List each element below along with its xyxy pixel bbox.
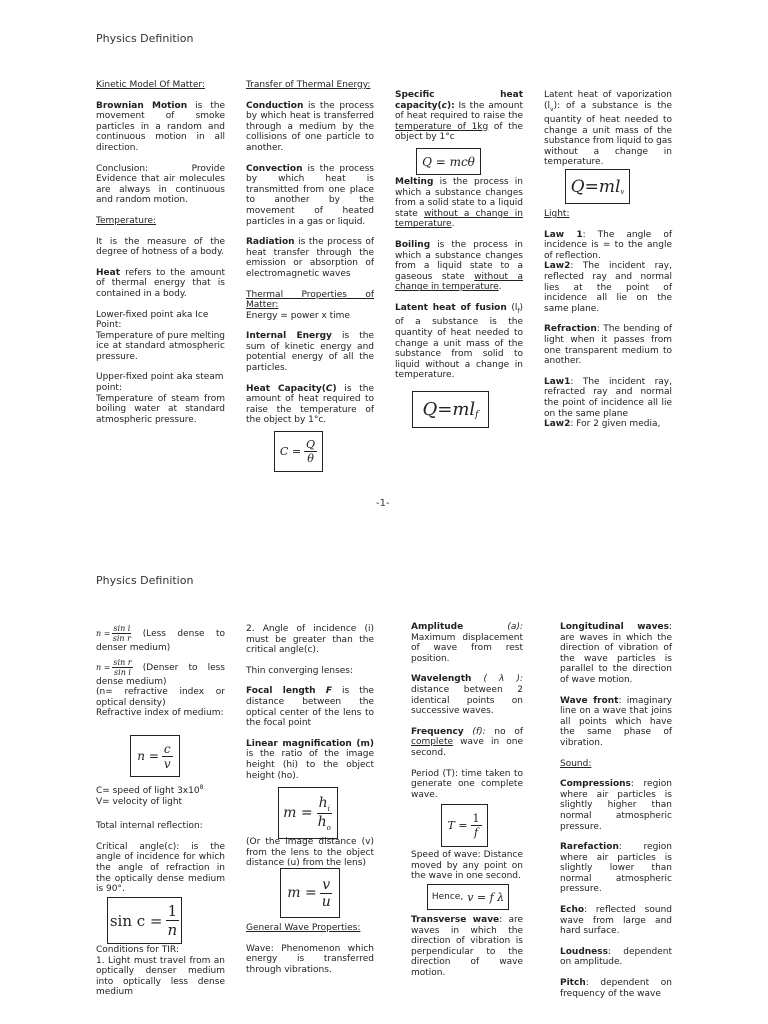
- refractive-index-formula: [130, 735, 180, 777]
- page1-column-1: [96, 80, 225, 435]
- symbol: (l: [506, 302, 518, 313]
- term: Boiling: [395, 239, 431, 250]
- definition: is the ratio of the image height (hi) to the object height (ho).: [246, 749, 374, 781]
- definition-underlined: without a change in temperature: [395, 271, 524, 293]
- formula-denominator: sin r: [112, 634, 131, 643]
- formula: v = f λ: [467, 890, 505, 904]
- term: Loudness: [560, 946, 608, 957]
- section-title: General Wave Properties:: [246, 923, 361, 933]
- term: Rarefaction: [560, 842, 619, 853]
- period-formula: [441, 804, 488, 847]
- definition: is the process by which heat is transmitted from one place to another by the movement of heated particles in a gas or liquid.: [246, 163, 374, 227]
- specific-heat-formula: [416, 148, 481, 175]
- definition: is the process of heat transfer through the emission or absorption of electromagnetic waves: [246, 237, 374, 279]
- definition: : region where air particles is slightly higher than normal atmospheric pressure.: [560, 779, 672, 832]
- formula-denominator: sin i: [114, 667, 131, 677]
- section-title: Kinetic Model Of Matter:: [96, 80, 205, 90]
- formula-numerator: sin i: [113, 624, 131, 633]
- term: Echo: [560, 905, 585, 916]
- formula-denominator: θ: [307, 452, 314, 465]
- page1-column-3: [395, 90, 523, 143]
- page1-column-2: [246, 80, 374, 436]
- definition: : The incident ray, reflected ray and normal lies at the point of incidence all lie on the same plane.: [544, 261, 672, 314]
- definition: no of: [485, 726, 524, 737]
- section-title: Thin converging lenses:: [246, 665, 354, 676]
- definition: is the process in which a substance changes from a liquid state to a gaseous state: [395, 239, 523, 282]
- definition: : For 2 given media,: [570, 419, 661, 430]
- definition-underlined: temperature of 1kg: [395, 121, 489, 132]
- page2-column-3-bottom: [411, 915, 523, 989]
- definition: 1. Light must travel from an optically denser medium into optically less dense medium: [96, 955, 225, 998]
- definition-underlined: without a change in temperature: [395, 208, 523, 230]
- page-header: Physics Definition: [96, 574, 194, 587]
- formula-denominator: h: [317, 813, 327, 830]
- term: Transverse wave: [411, 915, 500, 925]
- symbol: ( λ ):: [471, 674, 523, 685]
- definition: wave in one second.: [411, 737, 523, 758]
- section-title: Total internal reflection:: [96, 821, 203, 832]
- term: Latent heat of fusion: [395, 302, 507, 313]
- term: Compressions: [560, 779, 631, 790]
- term: Law1: [544, 376, 571, 387]
- paragraph: Temperature of steam from boiling water at standard atmospheric pressure.: [96, 393, 225, 425]
- formula-numerator: Q: [306, 438, 316, 451]
- definition: C= speed of light 3x10: [96, 786, 200, 796]
- definition: (Less dense to denser medium): [96, 629, 225, 653]
- symbol: (a):: [463, 622, 523, 632]
- definition: 2. Angle of incidence (i) must be greater than the critical angle(c).: [246, 624, 374, 656]
- term: Amplitude: [411, 622, 464, 632]
- latent-vapor-formula: [565, 169, 630, 204]
- term: Longitudinal waves: [560, 622, 669, 632]
- symbol: C: [325, 383, 333, 394]
- superscript: 8: [199, 784, 204, 791]
- symbol: F: [315, 686, 332, 697]
- term: Frequency: [411, 726, 464, 737]
- formula-sub: o: [326, 823, 331, 832]
- page2-column-3: [411, 622, 523, 810]
- term: Focal length: [246, 686, 316, 697]
- page-number: -1-: [376, 498, 390, 509]
- definition: Is the amount of heat required to raise the: [395, 100, 523, 122]
- formula: Q = mcθ: [422, 154, 475, 169]
- term: Law 1: [544, 229, 583, 240]
- term: ):: [446, 100, 455, 111]
- term: Brownian Motion: [96, 100, 188, 111]
- formula-sub: i: [327, 804, 330, 813]
- formula-sub: f: [475, 409, 479, 420]
- latent-fusion-formula: [412, 391, 489, 428]
- definition: is the process in which a substance changes from a solid state to a liquid state: [395, 177, 523, 219]
- formula-numerator: sin r: [113, 657, 132, 667]
- heat-capacity-formula: [274, 431, 323, 472]
- definition: of the object by 1°c: [395, 121, 524, 143]
- page2-column-2-bottom: [246, 923, 374, 985]
- formula-numerator: v: [322, 876, 331, 893]
- term: Law2: [544, 419, 571, 430]
- definition: : are waves in which the direction of vibration is perpendicular to the direction of wave motion.: [411, 915, 523, 978]
- paragraph: Lower-fixed point aka Ice Point:: [96, 309, 209, 331]
- term: Convection: [246, 163, 303, 174]
- definition-underlined: complete: [411, 737, 454, 748]
- definition: : imaginary line on a wave that joins all points which have the same phase of vibration.: [560, 695, 673, 748]
- definition: Wave: Phenomenon which energy is transferred through vibrations.: [246, 943, 374, 975]
- page1-column-4-lower: [544, 209, 672, 440]
- definition: ): of a substance is the quantity of heat needed to change a unit mass of the substance from liquid to gas without a change in temperature.: [544, 100, 672, 168]
- formula-denominator: v: [163, 756, 171, 771]
- term: Internal Energy: [246, 331, 332, 342]
- section-title: Transfer of Thermal Energy:: [246, 80, 371, 90]
- term: Pitch: [560, 978, 586, 989]
- paragraph: Temperature of pure melting ice at standard atmospheric pressure.: [96, 330, 225, 362]
- definition: is the distance between the optical center of the lens to the focal point: [246, 686, 374, 729]
- definition: : reflected sound wave from large and hard surface.: [560, 905, 672, 937]
- symbol-sub: v: [550, 105, 554, 113]
- page1-column-3-lower: [395, 177, 523, 391]
- section-title: Refractive index of medium:: [96, 708, 224, 719]
- definition: is the sum of kinetic energy and potential energy of all the particles.: [246, 331, 374, 374]
- term: Conduction: [246, 100, 304, 111]
- definition: : region where air particles is slightly lower than normal atmospheric pressure.: [560, 842, 672, 895]
- definition: V= velocity of light: [96, 796, 183, 807]
- formula-lhs: m =: [283, 805, 313, 821]
- page2-column-1-lower: [96, 783, 225, 905]
- paragraph: Conclusion: Provide Evidence that air molecules are always in continuous and random motion.: [96, 163, 225, 206]
- formula-denominator: n: [167, 921, 178, 939]
- formula-text: Energy = power x time: [246, 310, 350, 321]
- definition: Maximum displacement of wave from rest position.: [411, 632, 523, 664]
- page2-column-4: [560, 622, 672, 1009]
- definition: distance between 2 identical points on successive waves.: [411, 684, 523, 717]
- magnification-formula-distances: [280, 868, 340, 918]
- definition: : The angle of incidence is = to the angle of reflection.: [544, 229, 672, 261]
- definition: .: [451, 219, 455, 230]
- term: Heat: [96, 267, 121, 278]
- definition: : The bending of light when it passes from one transparent medium to another.: [544, 324, 672, 367]
- formula-denominator: u: [321, 893, 331, 910]
- formula-numerator: 1: [167, 902, 178, 920]
- section-title: Temperature:: [96, 215, 157, 226]
- formula-label: Hence,: [431, 892, 464, 902]
- wave-speed-formula: [427, 884, 509, 910]
- term: ): [332, 383, 337, 394]
- section-title: Sound:: [560, 758, 592, 769]
- term: Wavelength: [411, 674, 472, 685]
- section-title: Conditions for TIR:: [96, 945, 179, 955]
- definition: (Denser to less dense medium): [96, 662, 225, 687]
- definition: Speed of wave: Distance moved by any point on the wave in one second.: [411, 850, 523, 882]
- page2-column-1: [96, 624, 225, 729]
- page2-column-1-bottom: [96, 945, 225, 1008]
- definition: Critical angle(c): is the angle of incidence for which the angle of refraction in the optically dense medium is 90°.: [96, 841, 225, 895]
- term: Law2: [544, 261, 571, 272]
- definition: Period (T): time taken to generate one complete wave.: [411, 768, 523, 800]
- term: Wave front: [560, 695, 619, 706]
- term: Heat Capacity(: [246, 383, 326, 394]
- symbol: n =: [96, 662, 111, 672]
- formula-lhs: T =: [447, 819, 468, 832]
- section-title: Light:: [544, 209, 570, 219]
- formula: Q=ml: [570, 176, 621, 197]
- definition: (Or the image distance (v) from the lens to the object distance (u) from the lens): [246, 837, 374, 869]
- term: Melting: [395, 177, 434, 187]
- term: Linear magnification (m): [246, 738, 374, 749]
- formula: Q=ml: [422, 399, 476, 420]
- paragraph: It is the measure of the degree of hotness of a body.: [96, 236, 225, 258]
- definition: of a substance is the quantity of heat needed to change a unit mass of the substance from solid to liquid without a change in temperature.: [395, 317, 523, 381]
- term: Refraction: [544, 324, 597, 335]
- symbol: c: [441, 100, 447, 111]
- magnification-formula-heights: [278, 787, 338, 839]
- critical-angle-formula: [107, 897, 182, 944]
- formula-numerator: 1: [472, 812, 480, 825]
- definition: is the process by which heat is transferred through a medium by the collisions of one particle to another.: [246, 100, 374, 153]
- paragraph: Upper-fixed point aka steam point:: [96, 372, 224, 394]
- definition: : dependent on frequency of the wave: [560, 978, 672, 999]
- formula-denominator: f: [473, 826, 479, 839]
- definition: is the amount of heat required to raise the temperature of the object by 1°c.: [246, 383, 374, 426]
- paragraph: (n= refractive index or optical density): [96, 687, 225, 708]
- formula-numerator: h: [318, 794, 328, 811]
- formula-lhs: C =: [279, 445, 302, 458]
- definition: : are waves in which the direction of vibration of the wave particles is parallel to the direction of wave motion.: [560, 622, 672, 685]
- section-title: Thermal Properties of Matter:: [246, 289, 374, 311]
- formula-lhs: n =: [137, 749, 159, 763]
- symbol: ): [519, 302, 523, 313]
- definition: is the movement of smoke particles in a random and continuous motion in all direction.: [96, 100, 225, 153]
- term: Specific heat capacity(: [395, 90, 523, 111]
- term: Radiation: [246, 237, 295, 248]
- formula-sub: v: [620, 187, 625, 196]
- formula-lhs: m =: [287, 885, 317, 901]
- formula-numerator: c: [163, 741, 171, 756]
- page2-column-2: [246, 624, 374, 791]
- definition: refers to the amount of thermal energy that is contained in a body.: [96, 267, 225, 299]
- page-header: Physics Definition: [96, 32, 194, 45]
- definition: : The incident ray, refracted ray and normal the point of incidence all lie on the same plane: [544, 376, 672, 419]
- definition: : dependent on amplitude.: [560, 946, 672, 968]
- symbol: (f):: [463, 726, 486, 737]
- symbol-sub: f: [517, 307, 520, 315]
- definition: .: [498, 282, 502, 293]
- formula-lhs: sin c =: [109, 911, 163, 930]
- page1-column-4: [544, 90, 672, 178]
- definition: Latent heat of vaporization (l: [544, 90, 672, 111]
- symbol: n =: [96, 629, 111, 638]
